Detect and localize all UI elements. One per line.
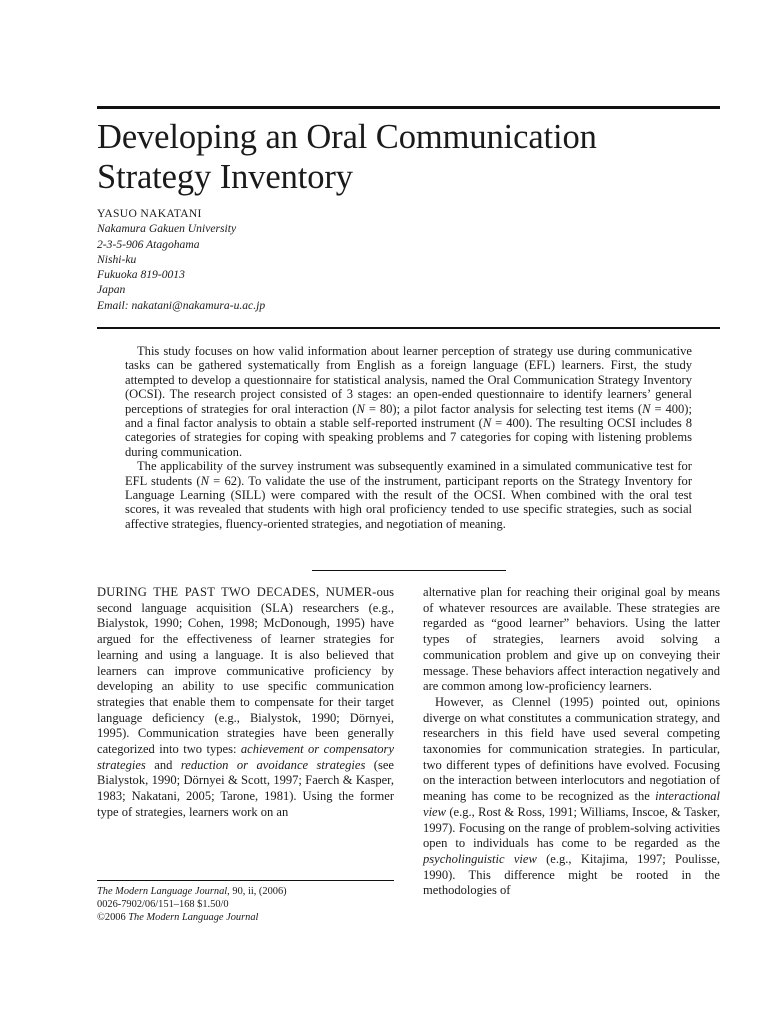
journal-footnote [97,885,394,925]
footnote-rule [97,880,394,881]
affiliation-city: Fukuoka 819-0013 [97,268,185,282]
body-paragraph-1: DURING THE PAST TWO DECADES, NUMER-ous second language acquisition (SLA) researchers (e.g., Bialystok, 1990; Cohen, 1998; McDonough, 1995) have argued for the effectiveness of learner strategies for learning and using a language. It is also believed that learners can improve communicative proficiency by developing an ability to use specific communication strategies that enable them to compensate for their target language deficiency (e.g., Bialystok, 1990; Dörnyei, 1995). Communication strategies have been generally categorized into two types: achievement or compensatory strategies and reduction or avoidance strategies (see Bialystok, 1990; Dörnyei & Scott, 1997; Faerch & Kasper, 1983; Nakatani, 2005; Tarone, 1981). Using the former type of strategies, learners work on an [97,585,395,819]
body-paragraph-3: However, as Clennel (1995) pointed out, opinions diverge on what constitutes a communication strategy, and researchers in this field have used several competing taxonomies for communication strategies. In particular, two different types of definitions have evolved. Focusing on the interaction between interlocutors and negotiation of meaning has come to be recognized as the interactional view (e.g., Rost & Ross, 1991; Williams, Inscoe, & Tasker, 1997). Focusing on the range of problem-solving activities open to individuals has come to be regarded as the psycholinguistic view (e.g., Kitajima, 1997; Poulisse, 1990). This difference might be rooted in the methodologies of [423,694,720,898]
affiliation-ward: Nishi-ku [97,252,137,266]
article-title [97,117,737,197]
affiliation-country: Japan [97,283,126,297]
body-column-left [97,585,394,821]
affiliation-university: Nakamura Gakuen University [97,222,237,236]
journal-copyright: ©2006 The Modern Language Journal [97,912,259,924]
title-line-2: Strategy Inventory [97,158,353,196]
title-line-1: Developing an Oral Communication [97,118,597,156]
journal-issn: 0026-7902/06/151–168 $1.50/0 [97,899,229,911]
body-column-right [423,585,720,899]
body-paragraph-2: alternative plan for reaching their original goal by means of whatever resources are available. These strategies are regarded as “good learner” behaviors. Using the latter types of strategies, learners avoid solving a communication problem and give up on conveying their message. These behaviors affect interaction negatively and are common among low-proficiency learners. [423,585,720,694]
abstract [125,344,692,531]
header-rule [97,327,720,329]
affiliation-address: 2-3-5-906 Atagohama [97,237,200,251]
author-email: Email: nakatani@nakamura-u.ac.jp [97,298,266,312]
abstract-paragraph-2: The applicability of the survey instrument was subsequently examined in a simulated communicative test for EFL students (N = 62). To validate the use of the instrument, participant reports on the Strategy Inventory for Language Learning (SILL) were compared with the result of the OCSI. When combined with the oral test scores, it was revealed that students with high oral proficiency tended to use specific strategies, such as social affective strategies, fluency-oriented strategies, and negotiation of meaning. [125,459,693,531]
author-name: YASUO NAKATANI [97,207,202,220]
abstract-divider [312,570,506,571]
author-block [97,206,597,313]
journal-citation: The Modern Language Journal, 90, ii, (2006) [97,886,287,897]
section-lead-in: DURING THE PAST TWO DECADES, NUMER- [97,585,377,599]
abstract-paragraph-1: This study focuses on how valid information about learner perception of strategy use during communicative tasks can be gathered systematically from English as a foreign language (EFL) learners. First, the study attempted to develop a questionnaire for statistical analysis, named the Oral Communication Strategy Inventory (OCSI). The research project consisted of 3 stages: an open-ended questionnaire to identify learners’ general perceptions of strategies for oral interaction (N = 80); a pilot factor analysis for selecting test items (N = 400); and a final factor analysis to obtain a stable self-reported instrument (N = 400). The resulting OCSI includes 8 categories of strategies for coping with speaking problems and 7 categories for coping with listening problems during communication. [125,344,692,459]
top-rule [97,106,720,109]
